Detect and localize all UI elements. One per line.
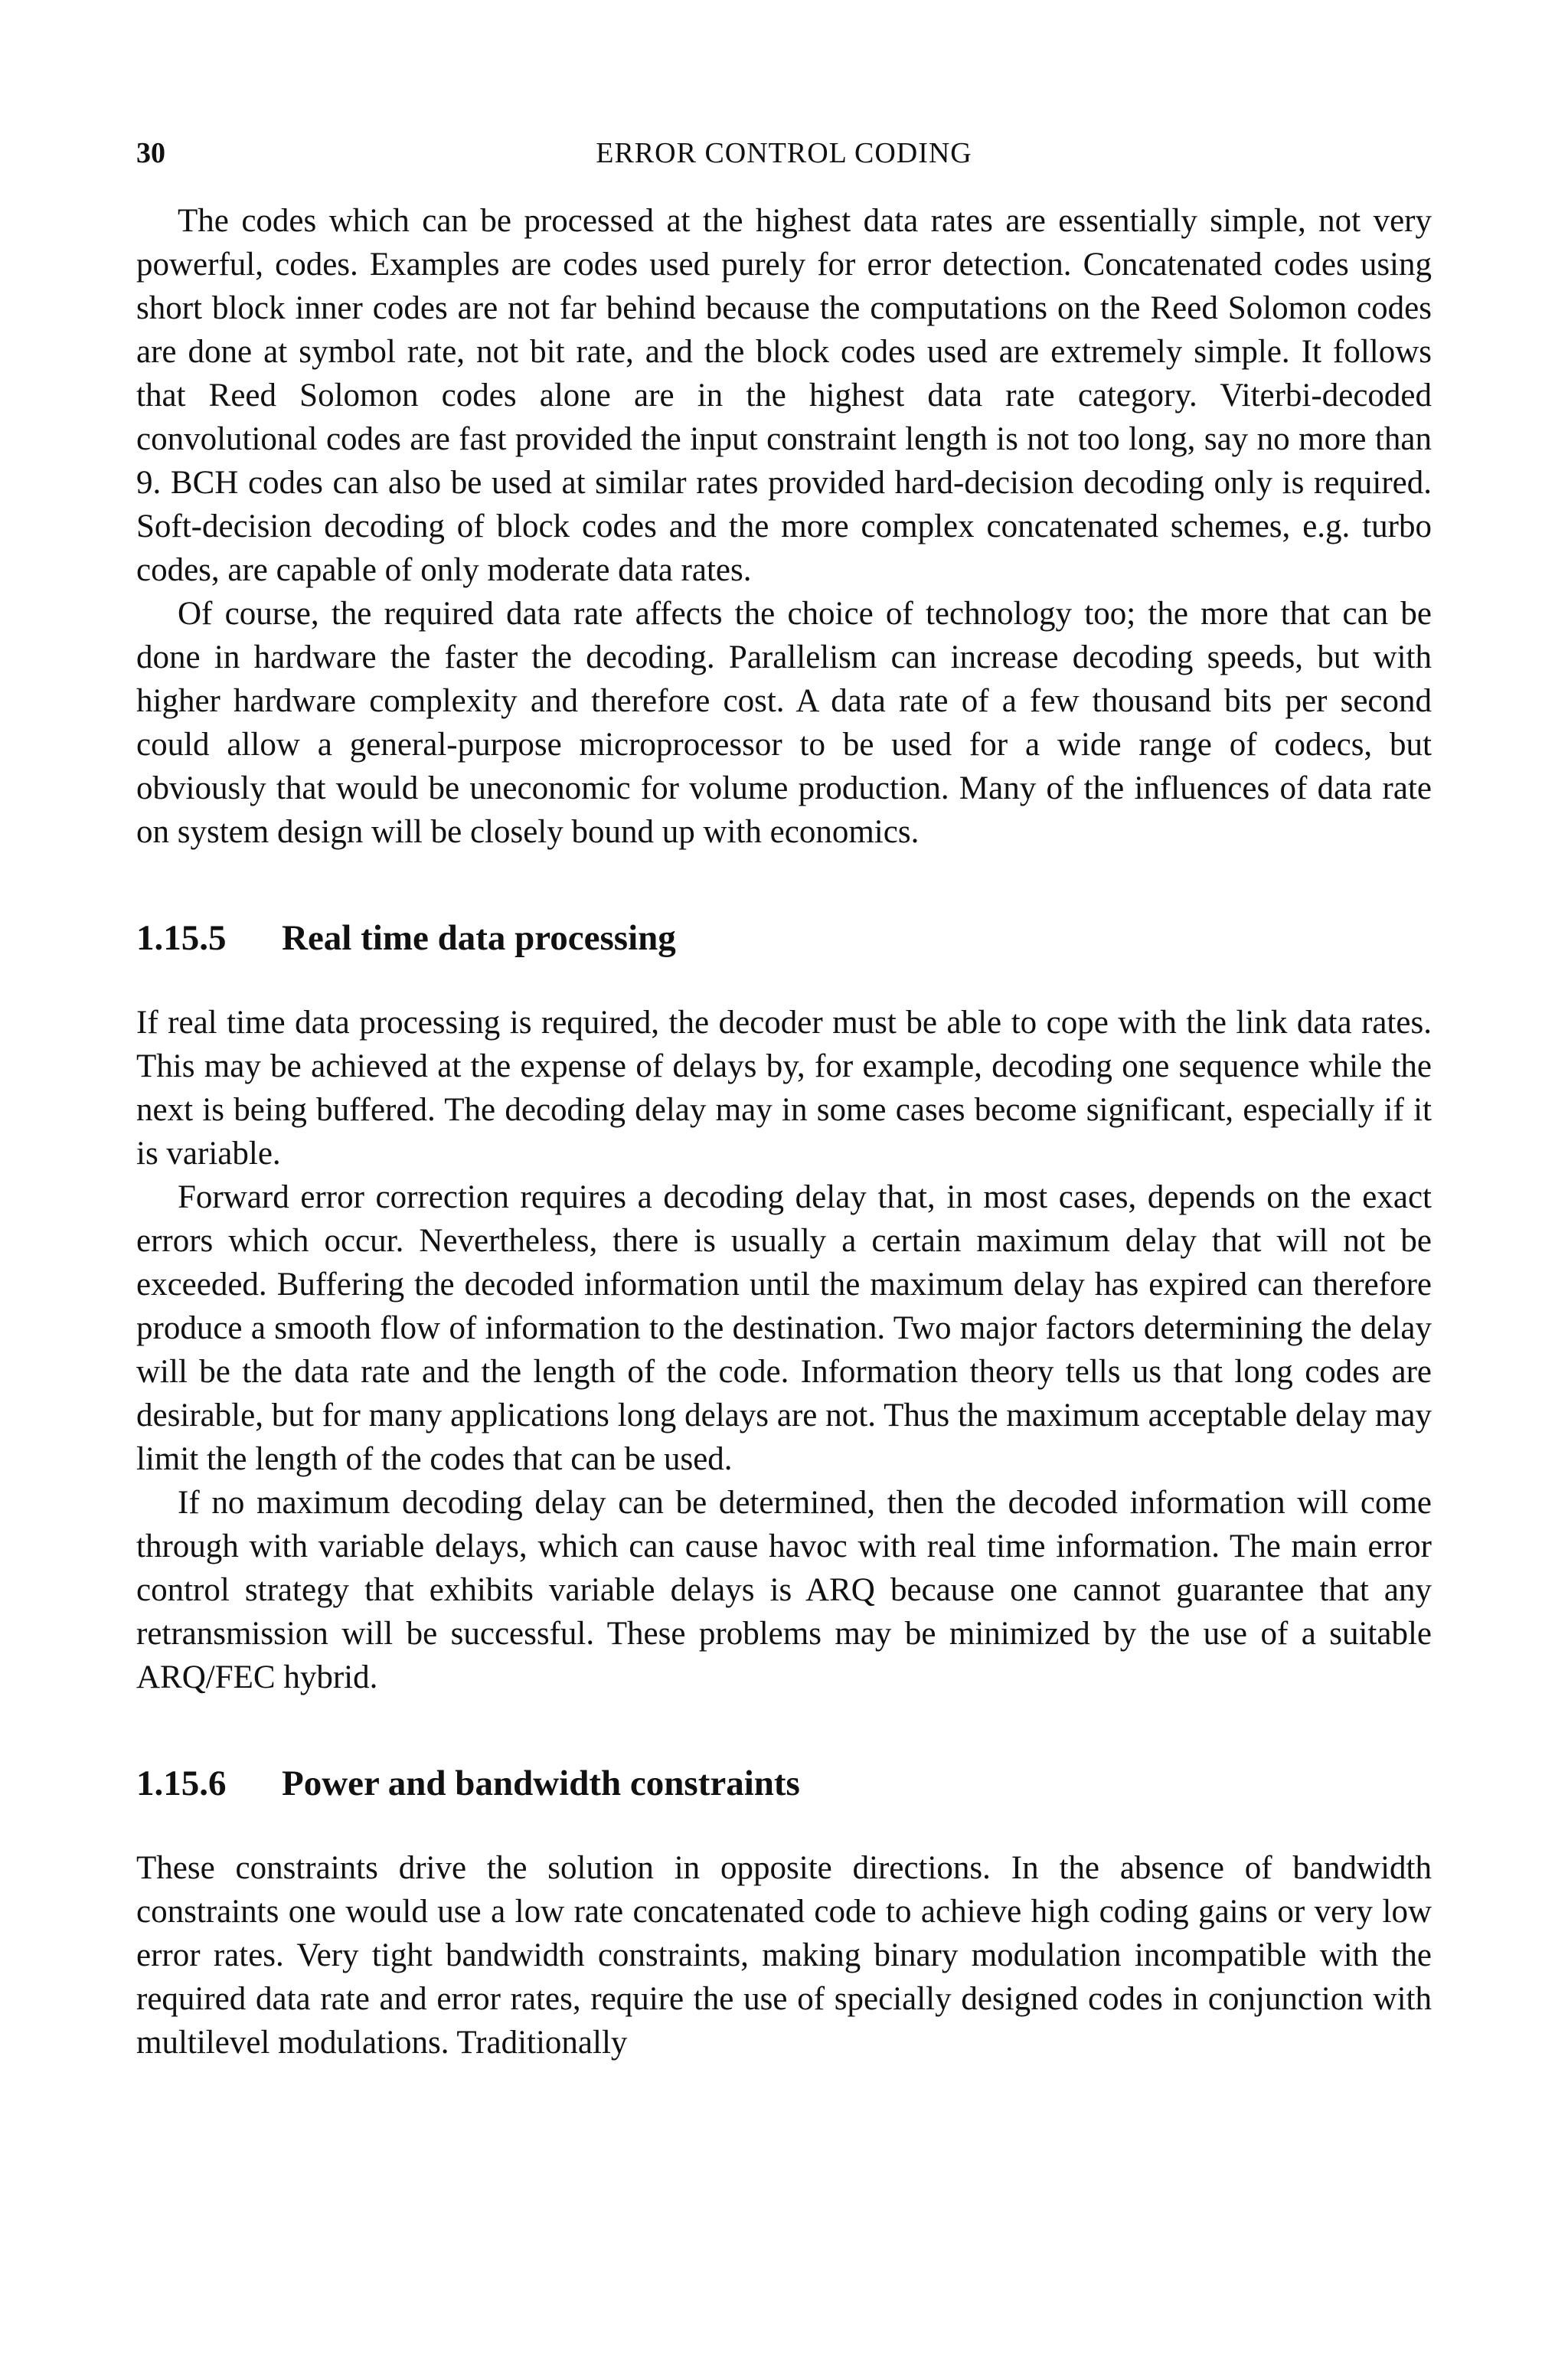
section-number: 1.15.5: [136, 918, 227, 958]
running-header: [136, 130, 1432, 176]
section-body-1-15-6: [136, 1846, 1432, 2064]
body-paragraph: Forward error correction requires a decoding delay that, in most cases, depends on the exact errors which occur. Nevertheless, there is usually a certain maximum delay that will not be exceeded. Buffering the decoded information until the maximum delay has expired can therefore produce a smooth flow of information to the destination. Two major factors determining the delay will be the data rate and the length of the code. Information theory tells us that long codes are desirable, but for many applications long delays are not. Thus the maximum acceptable delay may limit the length of the codes that can be used.: [136, 1179, 1432, 1477]
page-number: 30: [136, 137, 165, 169]
intro-section: [136, 199, 1432, 854]
body-paragraph: If no maximum decoding delay can be determined, then the decoded information will come through with variable delays, which can cause havoc with real time information. The main error control strategy that exhibits variable delays is ARQ because one cannot guarantee that any retransmission will be successful. These problems may be minimized by the use of a suitable ARQ/FEC hybrid.: [136, 1485, 1432, 1695]
section-number: 1.15.6: [136, 1764, 227, 1803]
section-title: Real time data processing: [282, 918, 676, 958]
book-page: [136, 130, 1432, 2064]
body-paragraph: Of course, the required data rate affects the choice of technology too; the more that can be done in hardware the faster the decoding. Parallelism can increase decoding speeds, but with higher hardware complexity and therefore cost. A data rate of a few thousand bits per second could allow a general-purpose microprocessor to be used for a wide range of codecs, but obviously that would be uneconomic for volume production. Many of the influences of data rate on system design will be closely bound up with economics.: [136, 596, 1432, 850]
running-title: ERROR CONTROL CODING: [596, 137, 972, 169]
section-heading-1-15-5: [136, 915, 1432, 961]
section-body-1-15-5: [136, 1001, 1432, 1699]
section-title: Power and bandwidth constraints: [282, 1764, 800, 1803]
body-paragraph: The codes which can be processed at the highest data rates are essentially simple, not very powerful, codes. Examples are codes used purely for error detection. Concatenated codes using short block inner codes are not far behind because the computations on the Reed Solomon codes are done at symbol rate, not bit rate, and the block codes used are extremely simple. It follows that Reed Solomon codes alone are in the highest data rate category. Viterbi-decoded convolutional codes are fast provided the input constraint length is not too long, say no more than 9. BCH codes can also be used at similar rates provided hard-decision decoding only is required. Soft-decision decoding of block codes and the more complex concatenated schemes, e.g. turbo codes, are capable of only moderate data rates.: [136, 203, 1432, 588]
body-paragraph: These constraints drive the solution in opposite directions. In the absence of bandwidth constraints one would use a low rate concatenated code to achieve high coding gains or very low error rates. Very tight bandwidth constraints, making binary modulation incompatible with the required data rate and error rates, require the use of specially designed codes in conjunction with multilevel modulations. Traditionally: [136, 1850, 1432, 2061]
body-paragraph: If real time data processing is required, the decoder must be able to cope with the link data rates. This may be achieved at the expense of delays by, for example, decoding one sequence while the next is being buffered. The decoding delay may in some cases become significant, especially if it is variable.: [136, 1005, 1432, 1172]
section-heading-1-15-6: [136, 1760, 1432, 1806]
